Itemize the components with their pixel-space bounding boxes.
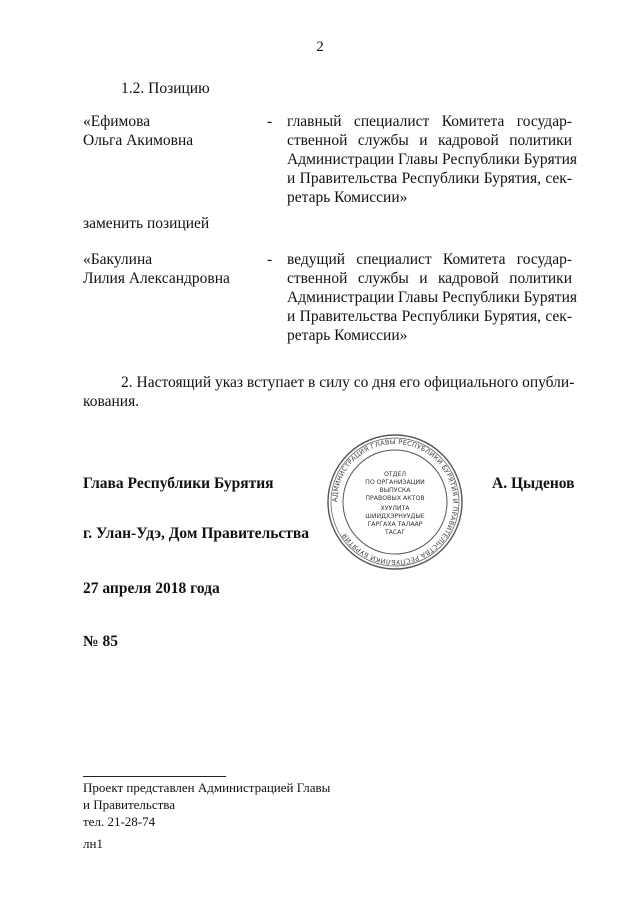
- place: г. Улан-Удэ, Дом Правительства: [83, 525, 310, 542]
- document-number: № 85: [83, 633, 118, 650]
- new-entry-description-line: и Правительства Республики Бурятия, сек-: [287, 308, 572, 325]
- section-2-line: кования.: [83, 393, 140, 410]
- new-entry-description-line: ретарь Комиссии»: [287, 327, 408, 344]
- old-entry-description-line: и Правительства Республики Бурятия, сек-: [287, 170, 572, 187]
- date: 27 апреля 2018 года: [83, 580, 220, 597]
- footnote-line: Проект представлен Администрацией Главы: [83, 780, 331, 795]
- new-entry-description-line: ственной службы и кадровой политики: [287, 270, 572, 287]
- new-entry-description-line: ведущий специалист Комитета государ-: [287, 251, 572, 268]
- replace-text: заменить позицией: [83, 215, 210, 232]
- old-entry-description-line: главный специалист Комитета государ-: [287, 113, 572, 130]
- footnote: [83, 779, 330, 830]
- old-entry-dash: -: [267, 113, 273, 130]
- footnote-line: тел. 21-28-74: [83, 814, 156, 829]
- seal-center-line: ХУУЛИТА: [380, 505, 410, 512]
- old-entry-description-line: ственной службы и кадровой политики: [287, 132, 572, 149]
- seal-center-line: ОТДЕЛ: [383, 471, 407, 478]
- old-entry-name-line: Ольга Акимовна: [83, 132, 194, 149]
- official-seal-stamp: [325, 432, 465, 572]
- old-entry-description-line: ретарь Комиссии»: [287, 189, 408, 206]
- new-entry-description-line: Администрации Главы Республики Бурятия: [287, 289, 577, 306]
- page-number: 2: [316, 39, 324, 55]
- section-2-line: 2. Настоящий указ вступает в силу со дня его официального опубли-: [121, 374, 575, 391]
- new-entry-name: [83, 250, 263, 288]
- seal-ring-text: АДМИНИСТРАЦИЯ ГЛАВЫ РЕСПУБЛИКИ БУРЯТИЯ И ПРАВИТЕЛЬСТВА РЕСПУБЛИКИ БУРЯТИЯ: [330, 437, 460, 567]
- seal-center-line: ГАРГАХА ТАЛААР: [367, 521, 423, 528]
- old-entry-description-line: Администрации Главы Республики Бурятия: [287, 151, 577, 168]
- new-entry-name-line: «Бакулина: [83, 251, 153, 268]
- old-entry-name: [83, 112, 263, 150]
- seal-center-line: ТАСАГ: [384, 529, 406, 536]
- new-entry-description: [287, 250, 577, 345]
- seal-outer-ring: [328, 435, 462, 569]
- seal-center-line: ПО ОРГАНИЗАЦИИ: [365, 479, 425, 486]
- section-1-2-heading: 1.2. Позицию: [121, 80, 210, 97]
- seal-center-line: ВЫПУСКА: [379, 487, 411, 494]
- footnote-rule: [83, 776, 226, 777]
- seal-center-line: ШИИДХЭРНУУДЫЕ: [365, 513, 425, 520]
- footnote-code: лн1: [83, 836, 103, 851]
- seal-inner-ring: [343, 450, 447, 554]
- seal-center-line: ПРАВОВЫХ АКТОВ: [365, 495, 425, 502]
- new-entry-name-line: Лилия Александровна: [83, 270, 230, 287]
- old-entry-description: [287, 112, 577, 207]
- old-entry-name-line: «Ефимова: [83, 113, 151, 130]
- new-entry-dash: -: [267, 251, 273, 268]
- section-2-paragraph: [83, 373, 575, 411]
- footnote-line: и Правительства: [83, 797, 176, 812]
- signature-title: Глава Республики Бурятия: [83, 475, 274, 492]
- signature-name: А. Цыденов: [492, 475, 575, 492]
